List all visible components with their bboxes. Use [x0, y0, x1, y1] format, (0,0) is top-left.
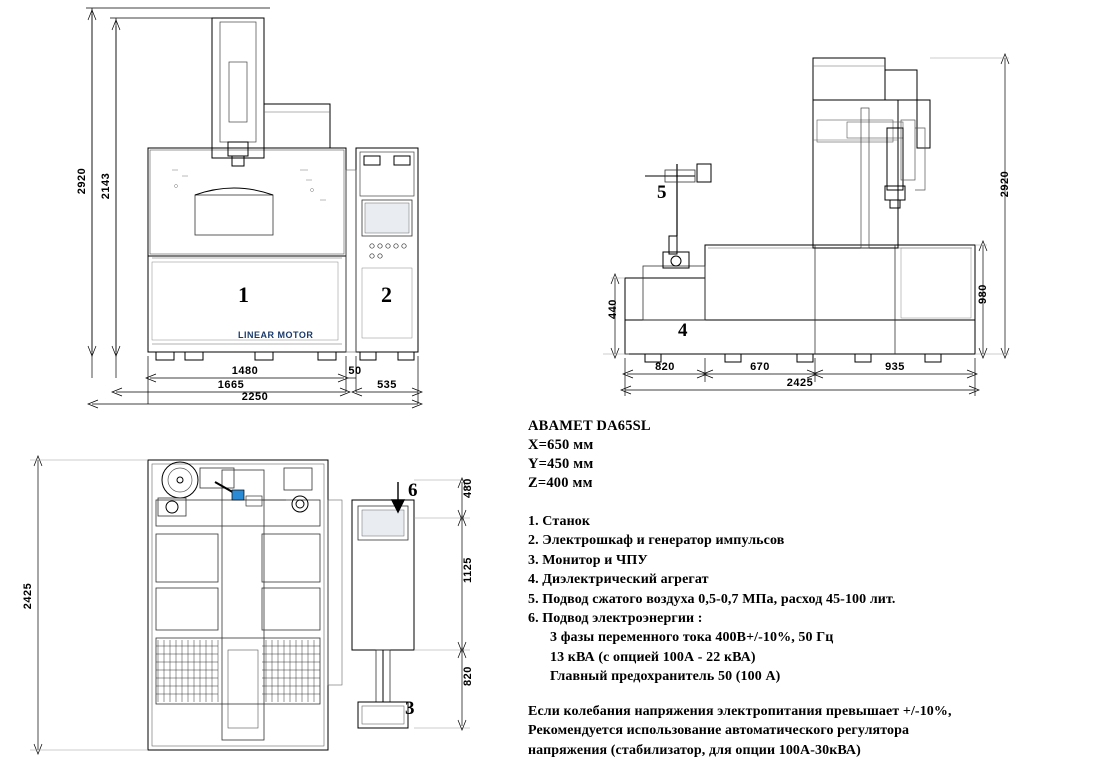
spec-block — [528, 417, 1068, 493]
spec-model: ABAMET DA65SL — [528, 418, 651, 434]
machine-brand-label: LINEAR MOTOR — [238, 330, 314, 340]
callout-4: 4 — [678, 320, 688, 341]
legend-item-5: 5. Подвод сжатого воздуха 0,5-0,7 МПа, расход 45-100 лит. — [528, 591, 896, 607]
side-view — [585, 0, 1085, 410]
dim-side-820: 820 — [655, 361, 675, 373]
dim-front-2143: 2143 — [100, 172, 112, 200]
dim-top-820: 820 — [462, 666, 474, 686]
legend-subitem-1: 3 фазы переменного тока 400В+/-10%, 50 Гц — [550, 630, 834, 646]
dim-side-2425: 2425 — [786, 377, 814, 389]
legend-item-3: 3. Монитор и ЧПУ — [528, 552, 648, 568]
legend-block — [528, 512, 1073, 687]
note-block — [528, 702, 1073, 760]
dim-side-440: 440 — [607, 299, 619, 319]
callout-6: 6 — [408, 480, 418, 501]
note-line-1: Если колебания напряжения электропитания превышает +/-10%, — [528, 704, 952, 719]
dim-front-50: 50 — [348, 365, 362, 377]
note-line-2: Рекомендуется использование автоматического регулятора — [528, 723, 910, 739]
callout-3: 3 — [405, 698, 415, 719]
legend-subitem-3: Главный предохранитель 50 (100 А) — [550, 669, 781, 685]
legend-item-1: 1. Станок — [528, 514, 591, 529]
note-line-3: напряжения (стабилизатор, для опции 100А-30кВА) — [528, 742, 861, 758]
legend-item-6: 6. Подвод электроэнергии : — [528, 611, 703, 627]
spec-axis-y: Y=450 мм — [528, 456, 594, 472]
legend-item-4: 4. Диэлектрический агрегат — [528, 572, 709, 588]
front-view — [0, 0, 520, 440]
legend-subitem-2: 13 кВА (с опцией 100А - 22 кВА) — [550, 649, 756, 665]
dim-side-670: 670 — [750, 361, 770, 373]
callout-5: 5 — [657, 182, 667, 203]
spec-axis-x: X=650 мм — [528, 437, 594, 453]
dim-front-535: 535 — [377, 379, 397, 391]
dim-front-2250: 2250 — [241, 391, 269, 403]
dim-front-1665: 1665 — [217, 379, 245, 391]
callout-2: 2 — [381, 282, 392, 307]
top-view — [0, 440, 520, 763]
legend-item-2: 2. Электрошкаф и генератор импульсов — [528, 533, 785, 549]
dim-front-2920: 2920 — [76, 167, 88, 195]
dim-side-980: 980 — [977, 284, 989, 304]
dim-side-935: 935 — [885, 361, 905, 373]
dim-side-2920: 2920 — [999, 170, 1011, 198]
spec-axis-z: Z=400 мм — [528, 475, 593, 491]
dim-top-480: 480 — [462, 478, 474, 498]
dim-top-1125: 1125 — [462, 557, 474, 583]
callout-1: 1 — [238, 282, 249, 307]
dim-top-2425: 2425 — [22, 582, 34, 610]
dim-front-1480: 1480 — [231, 365, 259, 377]
